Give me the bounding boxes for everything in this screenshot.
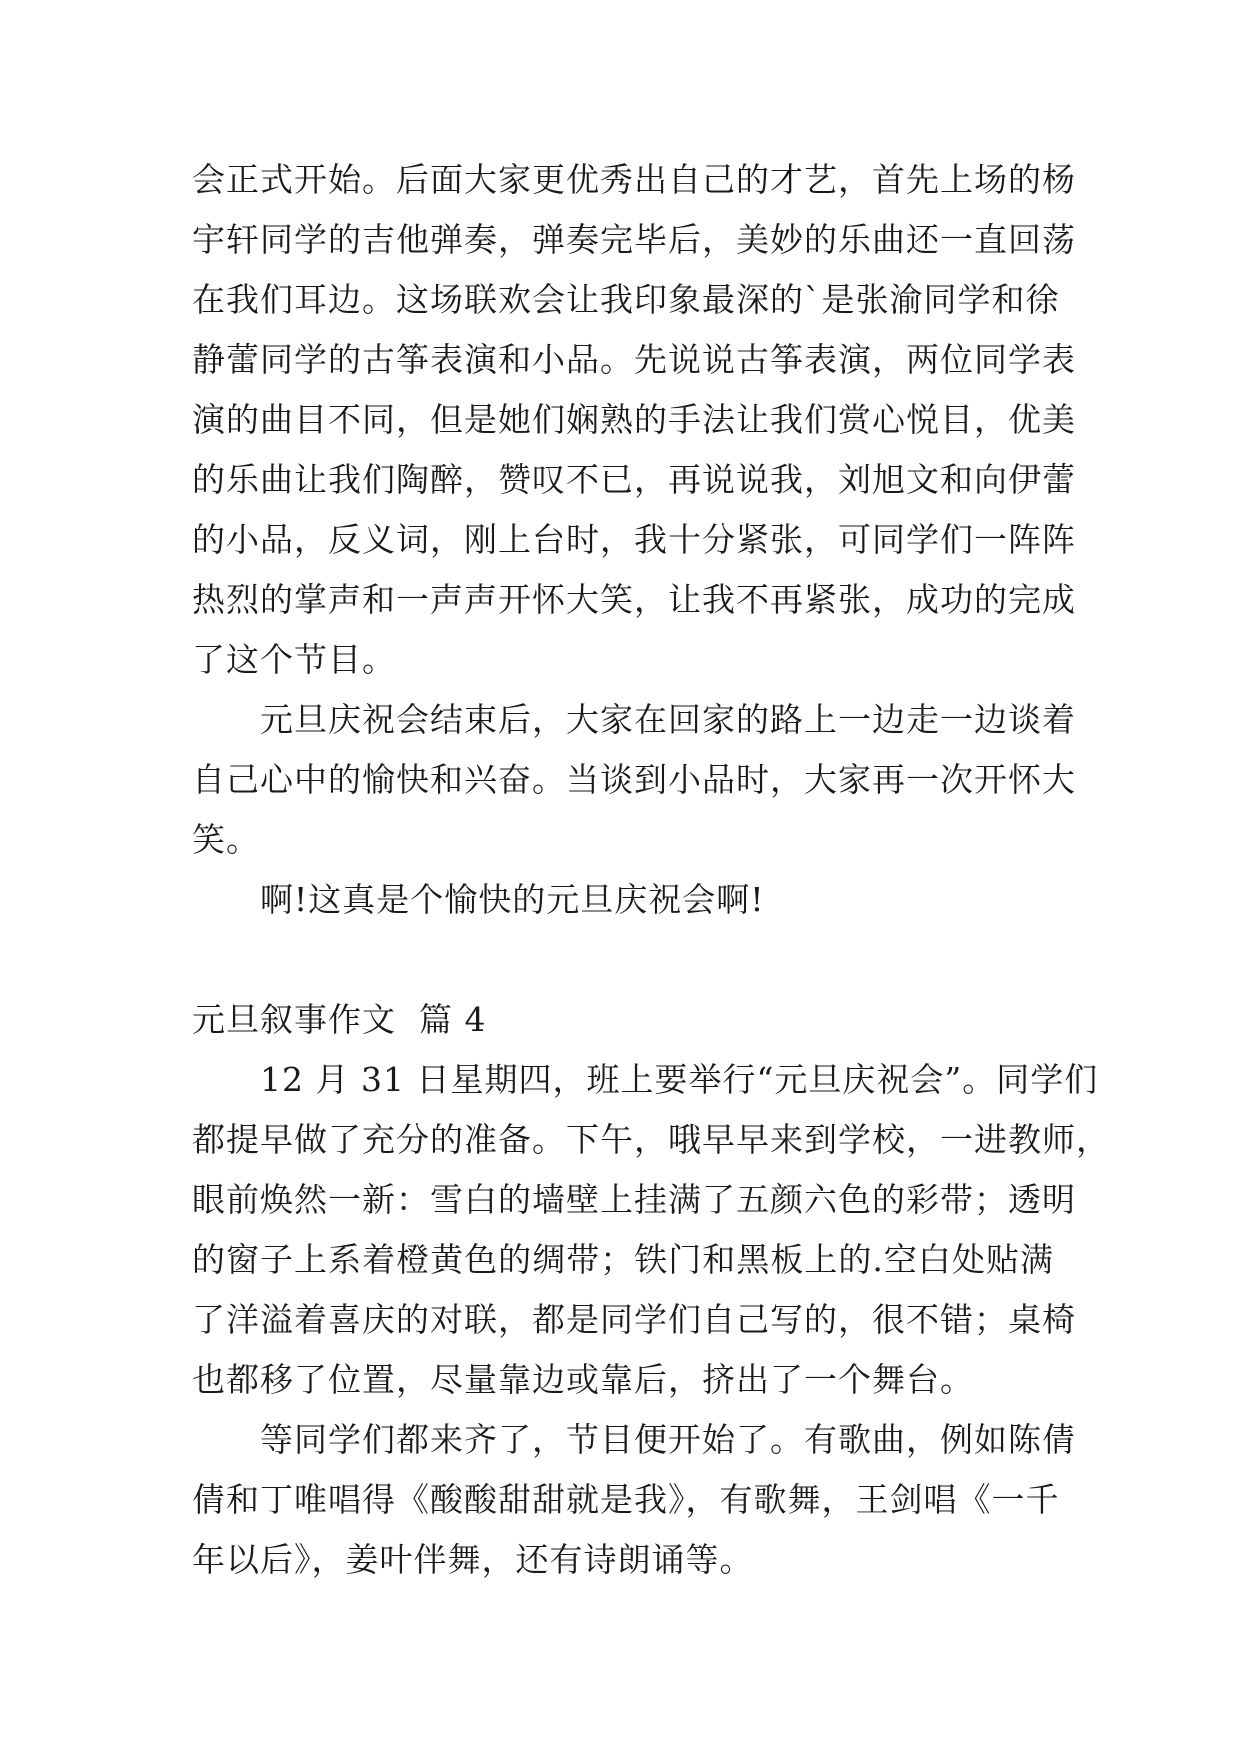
text-line: 了这个节目。 [192, 640, 396, 679]
paragraph-exclamation [192, 870, 1054, 930]
text-line: 年以后》，姜叶伴舞，还有诗朗诵等。 [192, 1540, 754, 1579]
text-line: 也都移了位置，尽量靠边或靠后，挤出了一个舞台。 [192, 1360, 974, 1399]
text-line: 静蕾同学的古筝表演和小品。先说说古筝表演，两位同学表 [192, 340, 1076, 379]
text-line: 倩和丁唯唱得《酸酸甜甜就是我》，有歌舞，王剑唱《一千 [192, 1480, 1060, 1519]
paragraph-performances [192, 150, 1076, 690]
text-line: 啊!这真是个愉快的元旦庆祝会啊! [260, 880, 765, 919]
spacer [192, 930, 1054, 990]
paragraph-after-party [192, 690, 1076, 870]
text-line: 自己心中的愉快和兴奋。当谈到小品时，大家再一次开怀大 [192, 760, 1076, 799]
text-line: 的窗子上系着橙黄色的绸带；铁门和黑板上的.空白处贴满 [192, 1240, 1054, 1279]
text-line: 元旦庆祝会结束后，大家在回家的路上一边走一边谈着 [260, 700, 1076, 739]
text-line: 宇轩同学的吉他弹奏，弹奏完毕后，美妙的乐曲还一直回荡 [192, 220, 1076, 259]
text-line: 的小品，反义词，刚上台时，我十分紧张，可同学们一阵阵 [192, 520, 1076, 559]
text-line: 都提早做了充分的准备。下午，哦早早来到学校，一进教师， [192, 1120, 1110, 1159]
text-line: 眼前焕然一新：雪白的墙壁上挂满了五颜六色的彩带；透明 [192, 1180, 1076, 1219]
text-line: 笑。 [192, 820, 260, 859]
text-line: 演的曲目不同，但是她们娴熟的手法让我们赏心悦目，优美 [192, 400, 1076, 439]
text-line: 会正式开始。后面大家更优秀出自己的才艺，首先上场的杨 [192, 160, 1076, 199]
document-page [192, 150, 1110, 1590]
paragraph-program [192, 1410, 1076, 1590]
text-line: 热烈的掌声和一声声开怀大笑，让我不再紧张，成功的完成 [192, 580, 1076, 619]
text-line: 的乐曲让我们陶醉，赞叹不已，再说说我，刘旭文和向伊蕾 [192, 460, 1076, 499]
text-line: 等同学们都来齐了，节目便开始了。有歌曲，例如陈倩 [260, 1420, 1076, 1459]
paragraph-preparation [192, 1050, 1110, 1410]
section-title: 元旦叙事作文 篇 4 [192, 1000, 487, 1039]
text-line: 在我们耳边。这场联欢会让我印象最深的`是张渝同学和徐 [192, 280, 1060, 319]
text-line: 了洋溢着喜庆的对联，都是同学们自己写的，很不错；桌椅 [192, 1300, 1076, 1339]
text-line: 12 月 31 日星期四，班上要举行“元旦庆祝会”。同学们 [260, 1060, 1099, 1099]
